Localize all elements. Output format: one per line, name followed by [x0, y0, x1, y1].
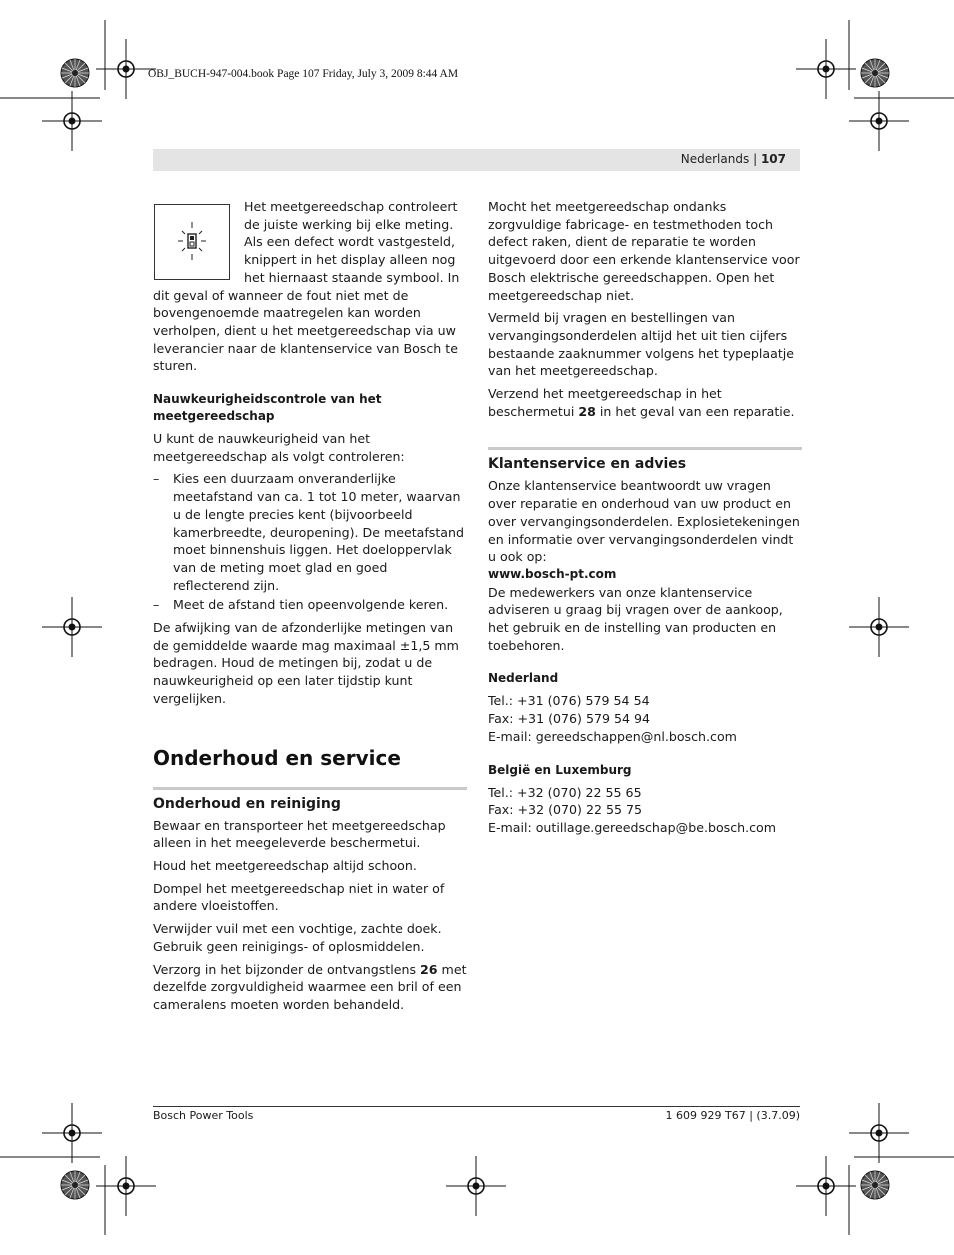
registration-wheel-icon [861, 1171, 889, 1199]
deviation-paragraph: De afwijking van de afzonderlijke metingen van de gemiddelde waarde mag maximaal ±1,5 mm bedragen. Houd de metingen bij, zodat u de nauwkeurigheid op een later tijdstip kunt vergelijken. [153, 620, 459, 706]
lens-text-end: met dezelfde zorgvuldigheid waarmee een bril of een cameralens moeten worden behandeld. [153, 961, 467, 1012]
crosshair-icon [849, 91, 909, 151]
repair-paragraph: Mocht het meetgereedschap ondanks zorgvuldige fabricage- en testmethoden toch defect raken, dient de reparatie te worden uitgevoerd door een erkende klantenservice voor Bosch elektrische gereedschappen. Open het meetgereedschap niet. [488, 199, 800, 303]
accuracy-paragraph: U kunt de nauwkeurigheid van het meetgereedschap als volgt controleren: [153, 431, 405, 464]
care-paragraph: Houd het meetgereedschap altijd schoon. [153, 857, 417, 873]
nl-phone: Tel.: +31 (076) 579 54 54 [488, 693, 650, 709]
footer-doc-number: 1 609 929 T67 | (3.7.09) [665, 1109, 800, 1122]
maintenance-heading: Onderhoud en reiniging [153, 795, 341, 812]
crosshair-icon [42, 597, 102, 657]
nl-email: E-mail: gereedschappen@nl.bosch.com [488, 728, 737, 744]
registration-wheel-icon [861, 59, 889, 87]
case-reference-number: 28 [578, 403, 596, 419]
list-dash: – [153, 597, 160, 613]
crosshair-icon [42, 1103, 102, 1163]
list-item-text: Kies een duurzaam onveranderlijke meetafstand van ca. 1 tot 10 meter, waarvan u de lengte precies kent (bijvoorbeeld kamerbreedte, deuropening). De meetafstand moet binnenshuis liggen. Het doeloppervlak van de meting moet glad en goed reflecterend zijn. [173, 471, 465, 593]
nl-fax: Fax: +31 (076) 579 54 94 [488, 711, 651, 727]
service-heading: Klantenservice en advies [488, 456, 687, 473]
accuracy-heading: Nauwkeurigheidscontrole van het meetgereedschap [153, 392, 382, 424]
crosshair-icon [849, 597, 909, 657]
footer-brand: Bosch Power Tools [153, 1109, 254, 1122]
be-email: E-mail: outillage.gereedschap@be.bosch.com [488, 819, 777, 835]
advice-paragraph: De medewerkers van onze klantenservice adviseren u graag bij vragen over de aankoop, het gebruik en de instelling van producten en toebehoren. [488, 584, 783, 653]
intro-paragraph: Het meetgereedschap controleert de juiste werking bij elke meting. Als een defect wordt vastgesteld, knippert in het display alleen nog het hiernaast staande symbool. In dit geval of wanneer de fout niet met de bovengenoemde maatregelen kan worden verholpen, dient u het meetgereedschap via uw leverancier naar de klantenservice van Bosch te sturen. [153, 199, 460, 374]
shipping-text-start: Verzend het meetgereedschap in het beschermetui [488, 386, 722, 419]
header-separator: | [753, 152, 758, 166]
print-info-line: OBJ_BUCH-947-004.book Page 107 Friday, July 3, 2009 8:44 AM [148, 68, 459, 80]
list-item-text: Meet de afstand tien opeenvolgende keren. [173, 597, 449, 613]
crosshair-icon [42, 91, 102, 151]
crosshair-icon [446, 1156, 506, 1216]
be-heading: België en Luxemburg [488, 762, 632, 777]
registration-wheel-icon [61, 59, 89, 87]
be-fax: Fax: +32 (070) 22 55 75 [488, 802, 643, 818]
main-heading: Onderhoud en service [153, 745, 401, 770]
parts-paragraph: Vermeld bij vragen en bestellingen van vervangingsonderdelen altijd het uit tien cijfers bestaande zaaknummer volgens het typeplaatje van het meetgereedschap. [488, 310, 795, 379]
lens-reference-number: 26 [420, 961, 438, 977]
nl-heading: Nederland [488, 671, 559, 686]
crosshair-icon [796, 39, 856, 99]
website-link[interactable]: www.bosch-pt.com [488, 566, 617, 581]
lens-text-start: Verzorg in het bijzonder de ontvangstlens [153, 961, 421, 977]
crosshair-icon [849, 1103, 909, 1163]
care-paragraph: Dompel het meetgereedschap niet in water of andere vloeistoffen. [153, 880, 445, 914]
list-dash: – [153, 471, 160, 487]
shipping-text-end: in het geval van een reparatie. [595, 403, 795, 419]
header-section: Nederlands [680, 152, 750, 166]
care-paragraph: Bewaar en transporteer het meetgereedschap alleen in het meegeleverde beschermetui. [153, 817, 446, 851]
crosshair-icon [796, 1156, 856, 1216]
be-phone: Tel.: +32 (070) 22 55 65 [488, 784, 642, 800]
page-number: 107 [760, 152, 786, 166]
service-paragraph: Onze klantenservice beantwoordt uw vragen over reparatie en onderhoud van uw product en over vervangingsonderdelen. Explosietekeningen en informatie over vervangingsonderdelen vindt u ook op: [488, 478, 800, 565]
registration-wheel-icon [61, 1171, 89, 1199]
care-paragraph: Verwijder vuil met een vochtige, zachte doek. Gebruik geen reinigings- of oplosmiddelen. [153, 921, 442, 954]
